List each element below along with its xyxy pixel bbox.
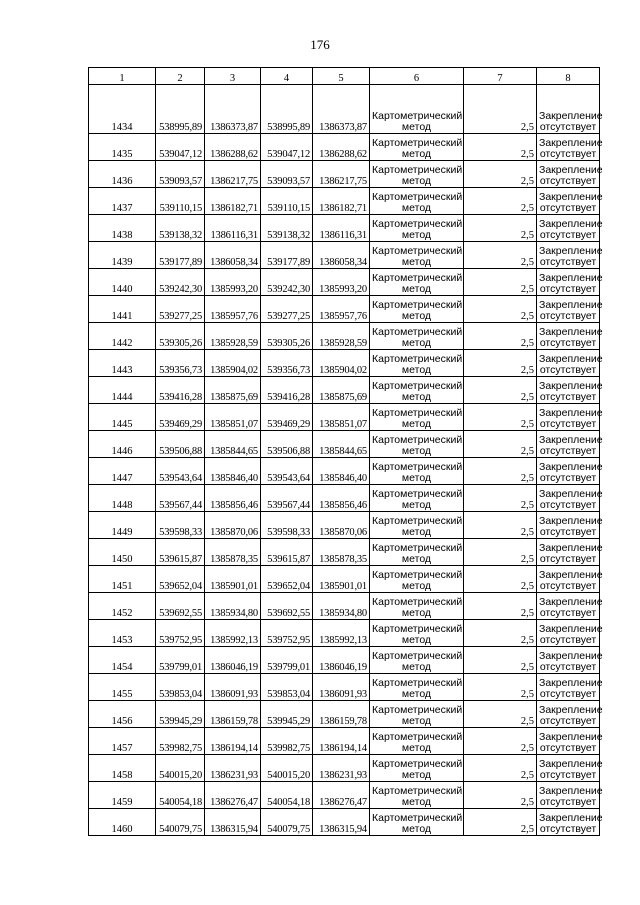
point-number-cell: 1452 xyxy=(89,593,156,620)
fixation-cell: Закрепление отсутствует xyxy=(537,377,600,404)
x-coordinate-cell: 539945,29 xyxy=(156,701,205,728)
point-number-cell: 1443 xyxy=(89,350,156,377)
y-coordinate-cell: 1385846,40 xyxy=(313,458,370,485)
fixation-cell: Закрепление отсутствует xyxy=(537,782,600,809)
y-coordinate-cell: 1386116,31 xyxy=(313,215,370,242)
header-cell: 7 xyxy=(464,68,537,85)
x-coordinate-cell: 539598,33 xyxy=(261,512,313,539)
point-number-cell: 1437 xyxy=(89,188,156,215)
x-coordinate-cell: 539752,95 xyxy=(261,620,313,647)
fixation-cell: Закрепление отсутствует xyxy=(537,512,600,539)
point-number-cell: 1451 xyxy=(89,566,156,593)
y-coordinate-cell: 1386194,14 xyxy=(313,728,370,755)
method-cell: Картометрический метод xyxy=(370,728,464,755)
accuracy-cell: 2,5 xyxy=(464,377,537,404)
page-number: 176 xyxy=(310,37,330,52)
point-number-cell: 1453 xyxy=(89,620,156,647)
fixation-cell: Закрепление отсутствует xyxy=(537,215,600,242)
table-row xyxy=(89,566,600,593)
y-coordinate-cell: 1386159,78 xyxy=(205,701,261,728)
fixation-cell: Закрепление отсутствует xyxy=(537,134,600,161)
table-row xyxy=(89,647,600,674)
y-coordinate-cell: 1385875,69 xyxy=(313,377,370,404)
accuracy-cell: 2,5 xyxy=(464,701,537,728)
point-number-cell: 1456 xyxy=(89,701,156,728)
table-row xyxy=(89,809,600,836)
accuracy-cell: 2,5 xyxy=(464,620,537,647)
y-coordinate-cell: 1386046,19 xyxy=(313,647,370,674)
x-coordinate-cell: 539047,12 xyxy=(156,134,205,161)
y-coordinate-cell: 1386373,87 xyxy=(205,85,261,134)
x-coordinate-cell: 539416,28 xyxy=(261,377,313,404)
y-coordinate-cell: 1385851,07 xyxy=(313,404,370,431)
y-coordinate-cell: 1386373,87 xyxy=(313,85,370,134)
fixation-cell: Закрепление отсутствует xyxy=(537,728,600,755)
y-coordinate-cell: 1385904,02 xyxy=(205,350,261,377)
y-coordinate-cell: 1386046,19 xyxy=(205,647,261,674)
y-coordinate-cell: 1386091,93 xyxy=(313,674,370,701)
x-coordinate-cell: 539469,29 xyxy=(156,404,205,431)
y-coordinate-cell: 1385928,59 xyxy=(205,323,261,350)
point-number-cell: 1446 xyxy=(89,431,156,458)
x-coordinate-cell: 539138,32 xyxy=(261,215,313,242)
x-coordinate-cell: 539242,30 xyxy=(261,269,313,296)
y-coordinate-cell: 1386182,71 xyxy=(313,188,370,215)
x-coordinate-cell: 539356,73 xyxy=(156,350,205,377)
method-cell: Картометрический метод xyxy=(370,620,464,647)
y-coordinate-cell: 1386182,71 xyxy=(205,188,261,215)
point-number-cell: 1440 xyxy=(89,269,156,296)
point-number-cell: 1445 xyxy=(89,404,156,431)
x-coordinate-cell: 540015,20 xyxy=(156,755,205,782)
accuracy-cell: 2,5 xyxy=(464,593,537,620)
x-coordinate-cell: 539799,01 xyxy=(261,647,313,674)
x-coordinate-cell: 539277,25 xyxy=(261,296,313,323)
y-coordinate-cell: 1385856,46 xyxy=(313,485,370,512)
x-coordinate-cell: 539598,33 xyxy=(156,512,205,539)
point-number-cell: 1455 xyxy=(89,674,156,701)
method-cell: Картометрический метод xyxy=(370,647,464,674)
x-coordinate-cell: 539692,55 xyxy=(261,593,313,620)
method-cell: Картометрический метод xyxy=(370,242,464,269)
x-coordinate-cell: 539543,64 xyxy=(261,458,313,485)
y-coordinate-cell: 1386276,47 xyxy=(205,782,261,809)
y-coordinate-cell: 1385870,06 xyxy=(313,512,370,539)
fixation-cell: Закрепление отсутствует xyxy=(537,431,600,458)
table-row xyxy=(89,755,600,782)
point-number-cell: 1441 xyxy=(89,296,156,323)
accuracy-cell: 2,5 xyxy=(464,539,537,566)
y-coordinate-cell: 1386058,34 xyxy=(313,242,370,269)
header-cell: 1 xyxy=(89,68,156,85)
table-row xyxy=(89,728,600,755)
table-row xyxy=(89,242,600,269)
y-coordinate-cell: 1385993,20 xyxy=(205,269,261,296)
table-row xyxy=(89,593,600,620)
method-cell: Картометрический метод xyxy=(370,809,464,836)
y-coordinate-cell: 1385844,65 xyxy=(313,431,370,458)
x-coordinate-cell: 539277,25 xyxy=(156,296,205,323)
x-coordinate-cell: 538995,89 xyxy=(261,85,313,134)
y-coordinate-cell: 1386116,31 xyxy=(205,215,261,242)
coordinates-table xyxy=(88,67,603,836)
x-coordinate-cell: 539982,75 xyxy=(156,728,205,755)
accuracy-cell: 2,5 xyxy=(464,755,537,782)
header-cell: 2 xyxy=(156,68,205,85)
table-row xyxy=(89,269,600,296)
fixation-cell: Закрепление отсутствует xyxy=(537,647,600,674)
y-coordinate-cell: 1386231,93 xyxy=(205,755,261,782)
x-coordinate-cell: 540054,18 xyxy=(156,782,205,809)
header-cell: 3 xyxy=(205,68,261,85)
y-coordinate-cell: 1386315,94 xyxy=(205,809,261,836)
table-body xyxy=(89,85,603,836)
point-number-cell: 1454 xyxy=(89,647,156,674)
y-coordinate-cell: 1385904,02 xyxy=(313,350,370,377)
fixation-cell: Закрепление отсутствует xyxy=(537,161,600,188)
fixation-cell: Закрепление отсутствует xyxy=(537,566,600,593)
accuracy-cell: 2,5 xyxy=(464,134,537,161)
x-coordinate-cell: 539615,87 xyxy=(156,539,205,566)
x-coordinate-cell: 538995,89 xyxy=(156,85,205,134)
method-cell: Картометрический метод xyxy=(370,566,464,593)
point-number-cell: 1459 xyxy=(89,782,156,809)
accuracy-cell: 2,5 xyxy=(464,269,537,296)
x-coordinate-cell: 539047,12 xyxy=(261,134,313,161)
fixation-cell: Закрепление отсутствует xyxy=(537,539,600,566)
fixation-cell: Закрепление отсутствует xyxy=(537,85,600,134)
header-cell: 4 xyxy=(261,68,313,85)
method-cell: Картометрический метод xyxy=(370,85,464,134)
table-row xyxy=(89,512,600,539)
y-coordinate-cell: 1385878,35 xyxy=(205,539,261,566)
x-coordinate-cell: 539945,29 xyxy=(261,701,313,728)
fixation-cell: Закрепление отсутствует xyxy=(537,188,600,215)
point-number-cell: 1436 xyxy=(89,161,156,188)
accuracy-cell: 2,5 xyxy=(464,458,537,485)
point-number-cell: 1449 xyxy=(89,512,156,539)
y-coordinate-cell: 1386058,34 xyxy=(205,242,261,269)
table-row xyxy=(89,539,600,566)
y-coordinate-cell: 1385901,01 xyxy=(313,566,370,593)
y-coordinate-cell: 1385993,20 xyxy=(313,269,370,296)
table-row xyxy=(89,458,600,485)
x-coordinate-cell: 539416,28 xyxy=(156,377,205,404)
y-coordinate-cell: 1385992,13 xyxy=(313,620,370,647)
x-coordinate-cell: 539093,57 xyxy=(156,161,205,188)
x-coordinate-cell: 539652,04 xyxy=(261,566,313,593)
accuracy-cell: 2,5 xyxy=(464,647,537,674)
method-cell: Картометрический метод xyxy=(370,269,464,296)
x-coordinate-cell: 539982,75 xyxy=(261,728,313,755)
table-row xyxy=(89,431,600,458)
fixation-cell: Закрепление отсутствует xyxy=(537,242,600,269)
table-header-row xyxy=(89,68,600,85)
method-cell: Картометрический метод xyxy=(370,161,464,188)
x-coordinate-cell: 539543,64 xyxy=(156,458,205,485)
x-coordinate-cell: 539469,29 xyxy=(261,404,313,431)
point-number-cell: 1439 xyxy=(89,242,156,269)
table-row xyxy=(89,85,600,134)
y-coordinate-cell: 1385957,76 xyxy=(205,296,261,323)
method-cell: Картометрический метод xyxy=(370,782,464,809)
accuracy-cell: 2,5 xyxy=(464,161,537,188)
y-coordinate-cell: 1385870,06 xyxy=(205,512,261,539)
table-row xyxy=(89,323,600,350)
y-coordinate-cell: 1386194,14 xyxy=(205,728,261,755)
accuracy-cell: 2,5 xyxy=(464,296,537,323)
y-coordinate-cell: 1385934,80 xyxy=(205,593,261,620)
point-number-cell: 1438 xyxy=(89,215,156,242)
y-coordinate-cell: 1386159,78 xyxy=(313,701,370,728)
y-coordinate-cell: 1386231,93 xyxy=(313,755,370,782)
point-number-cell: 1435 xyxy=(89,134,156,161)
accuracy-cell: 2,5 xyxy=(464,566,537,593)
point-number-cell: 1442 xyxy=(89,323,156,350)
fixation-cell: Закрепление отсутствует xyxy=(537,323,600,350)
method-cell: Картометрический метод xyxy=(370,323,464,350)
table-row xyxy=(89,296,600,323)
accuracy-cell: 2,5 xyxy=(464,431,537,458)
table-row xyxy=(89,134,600,161)
accuracy-cell: 2,5 xyxy=(464,404,537,431)
table-row xyxy=(89,485,600,512)
x-coordinate-cell: 539567,44 xyxy=(261,485,313,512)
y-coordinate-cell: 1385844,65 xyxy=(205,431,261,458)
method-cell: Картометрический метод xyxy=(370,539,464,566)
x-coordinate-cell: 539692,55 xyxy=(156,593,205,620)
x-coordinate-cell: 539305,26 xyxy=(156,323,205,350)
fixation-cell: Закрепление отсутствует xyxy=(537,620,600,647)
accuracy-cell: 2,5 xyxy=(464,485,537,512)
y-coordinate-cell: 1386091,93 xyxy=(205,674,261,701)
accuracy-cell: 2,5 xyxy=(464,350,537,377)
x-coordinate-cell: 539752,95 xyxy=(156,620,205,647)
x-coordinate-cell: 540079,75 xyxy=(156,809,205,836)
accuracy-cell: 2,5 xyxy=(464,85,537,134)
x-coordinate-cell: 539853,04 xyxy=(261,674,313,701)
y-coordinate-cell: 1385934,80 xyxy=(313,593,370,620)
x-coordinate-cell: 540015,20 xyxy=(261,755,313,782)
table-row xyxy=(89,674,600,701)
y-coordinate-cell: 1385875,69 xyxy=(205,377,261,404)
y-coordinate-cell: 1386217,75 xyxy=(205,161,261,188)
fixation-cell: Закрепление отсутствует xyxy=(537,674,600,701)
method-cell: Картометрический метод xyxy=(370,350,464,377)
y-coordinate-cell: 1386288,62 xyxy=(313,134,370,161)
method-cell: Картометрический метод xyxy=(370,755,464,782)
x-coordinate-cell: 539506,88 xyxy=(261,431,313,458)
method-cell: Картометрический метод xyxy=(370,377,464,404)
x-coordinate-cell: 539093,57 xyxy=(261,161,313,188)
y-coordinate-cell: 1385928,59 xyxy=(313,323,370,350)
table-row xyxy=(89,620,600,647)
table-row xyxy=(89,701,600,728)
accuracy-cell: 2,5 xyxy=(464,242,537,269)
y-coordinate-cell: 1385851,07 xyxy=(205,404,261,431)
x-coordinate-cell: 540079,75 xyxy=(261,809,313,836)
accuracy-cell: 2,5 xyxy=(464,782,537,809)
fixation-cell: Закрепление отсутствует xyxy=(537,701,600,728)
fixation-cell: Закрепление отсутствует xyxy=(537,458,600,485)
x-coordinate-cell: 539853,04 xyxy=(156,674,205,701)
point-number-cell: 1457 xyxy=(89,728,156,755)
point-number-cell: 1460 xyxy=(89,809,156,836)
accuracy-cell: 2,5 xyxy=(464,674,537,701)
x-coordinate-cell: 539305,26 xyxy=(261,323,313,350)
y-coordinate-cell: 1385992,13 xyxy=(205,620,261,647)
method-cell: Картометрический метод xyxy=(370,701,464,728)
x-coordinate-cell: 539242,30 xyxy=(156,269,205,296)
method-cell: Картометрический метод xyxy=(370,674,464,701)
fixation-cell: Закрепление отсутствует xyxy=(537,296,600,323)
x-coordinate-cell: 540054,18 xyxy=(261,782,313,809)
x-coordinate-cell: 539177,89 xyxy=(156,242,205,269)
method-cell: Картометрический метод xyxy=(370,485,464,512)
fixation-cell: Закрепление отсутствует xyxy=(537,809,600,836)
x-coordinate-cell: 539177,89 xyxy=(261,242,313,269)
fixation-cell: Закрепление отсутствует xyxy=(537,755,600,782)
header-cell: 8 xyxy=(537,68,600,85)
method-cell: Картометрический метод xyxy=(370,188,464,215)
fixation-cell: Закрепление отсутствует xyxy=(537,404,600,431)
method-cell: Картометрический метод xyxy=(370,215,464,242)
y-coordinate-cell: 1386288,62 xyxy=(205,134,261,161)
method-cell: Картометрический метод xyxy=(370,431,464,458)
point-number-cell: 1448 xyxy=(89,485,156,512)
accuracy-cell: 2,5 xyxy=(464,323,537,350)
x-coordinate-cell: 539652,04 xyxy=(156,566,205,593)
header-cell: 6 xyxy=(370,68,464,85)
method-cell: Картометрический метод xyxy=(370,134,464,161)
fixation-cell: Закрепление отсутствует xyxy=(537,593,600,620)
x-coordinate-cell: 539138,32 xyxy=(156,215,205,242)
method-cell: Картометрический метод xyxy=(370,458,464,485)
header-cell: 5 xyxy=(313,68,370,85)
table-row xyxy=(89,161,600,188)
accuracy-cell: 2,5 xyxy=(464,512,537,539)
y-coordinate-cell: 1386315,94 xyxy=(313,809,370,836)
table-row xyxy=(89,188,600,215)
point-number-cell: 1434 xyxy=(89,85,156,134)
fixation-cell: Закрепление отсутствует xyxy=(537,485,600,512)
y-coordinate-cell: 1386217,75 xyxy=(313,161,370,188)
table-row xyxy=(89,404,600,431)
point-number-cell: 1458 xyxy=(89,755,156,782)
x-coordinate-cell: 539567,44 xyxy=(156,485,205,512)
table-row xyxy=(89,350,600,377)
y-coordinate-cell: 1385856,46 xyxy=(205,485,261,512)
accuracy-cell: 2,5 xyxy=(464,215,537,242)
table-row xyxy=(89,377,600,404)
point-number-cell: 1444 xyxy=(89,377,156,404)
accuracy-cell: 2,5 xyxy=(464,188,537,215)
fixation-cell: Закрепление отсутствует xyxy=(537,269,600,296)
y-coordinate-cell: 1385846,40 xyxy=(205,458,261,485)
table-row xyxy=(89,782,600,809)
x-coordinate-cell: 539110,15 xyxy=(156,188,205,215)
y-coordinate-cell: 1385901,01 xyxy=(205,566,261,593)
x-coordinate-cell: 539799,01 xyxy=(156,647,205,674)
y-coordinate-cell: 1386276,47 xyxy=(313,782,370,809)
fixation-cell: Закрепление отсутствует xyxy=(537,350,600,377)
accuracy-cell: 2,5 xyxy=(464,728,537,755)
x-coordinate-cell: 539506,88 xyxy=(156,431,205,458)
point-number-cell: 1450 xyxy=(89,539,156,566)
method-cell: Картометрический метод xyxy=(370,404,464,431)
x-coordinate-cell: 539356,73 xyxy=(261,350,313,377)
method-cell: Картометрический метод xyxy=(370,593,464,620)
method-cell: Картометрический метод xyxy=(370,512,464,539)
y-coordinate-cell: 1385878,35 xyxy=(313,539,370,566)
accuracy-cell: 2,5 xyxy=(464,809,537,836)
point-number-cell: 1447 xyxy=(89,458,156,485)
x-coordinate-cell: 539615,87 xyxy=(261,539,313,566)
method-cell: Картометрический метод xyxy=(370,296,464,323)
table-row xyxy=(89,215,600,242)
x-coordinate-cell: 539110,15 xyxy=(261,188,313,215)
y-coordinate-cell: 1385957,76 xyxy=(313,296,370,323)
